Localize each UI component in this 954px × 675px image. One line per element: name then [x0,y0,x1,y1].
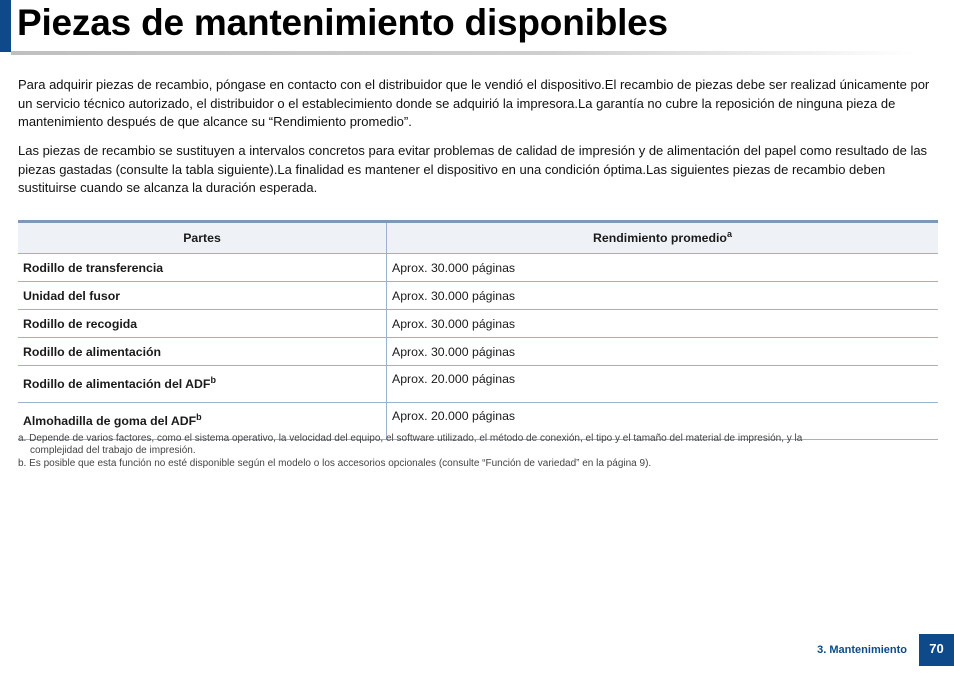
part-yield: Aprox. 20.000 páginas [387,403,939,440]
page-title: Piezas de mantenimiento disponibles [17,2,668,43]
footnote-a-line1: a. Depende de varios factores, como el sistema operativo, la velocidad del equipo, el software utilizado, el método de conexión, el tipo y el tamaño del material de impresión, y la [18,433,803,444]
part-footnote-mark: b [210,374,216,385]
table-row [18,310,938,338]
title-divider [11,51,916,55]
maintenance-parts-table [18,220,938,440]
part-footnote-mark: b [196,411,202,422]
table-row [18,282,938,310]
part-yield: Aprox. 20.000 páginas [387,366,939,403]
part-yield: Aprox. 30.000 páginas [387,254,939,282]
table-row [18,338,938,366]
table-row [18,366,938,403]
chapter-label: 3. Mantenimiento [817,644,907,656]
header-parts: Partes [18,222,387,254]
part-name: Rodillo de recogida [18,310,387,338]
part-name: Unidad del fusor [18,282,387,310]
header-yield-label: Rendimiento promedio [593,231,727,245]
part-name: Rodillo de alimentación del ADF [23,377,211,391]
footnote-a-line2: complejidad del trabajo de impresión. [30,444,196,456]
footnote-b: b. Es posible que esta función no esté disponible según el modelo o los accesorios opcionales (consulte “Función de variedad” en la página 9). [18,458,652,469]
table-row [18,254,938,282]
title-accent-bar [0,0,11,52]
part-name-cell [18,366,387,403]
part-yield: Aprox. 30.000 páginas [387,310,939,338]
footnote-a [18,433,918,456]
part-name: Almohadilla de goma del ADF [23,414,197,428]
part-yield: Aprox. 30.000 páginas [387,282,939,310]
intro-paragraph: Para adquirir piezas de recambio, póngase en contacto con el distribuidor que le vendió el dispositivo.El recambio de piezas debe ser realizad únicamente por un servicio técnico autorizado, el distribuidor o el establecimiento donde se adquirió la impresora.La garantía no cubre la reposición de ninguna pieza de mantenimiento después de que alcance su “Rendimiento promedio”. [18,77,930,130]
page-number: 70 [919,634,954,666]
replacement-paragraph: Las piezas de recambio se sustituyen a intervalos concretos para evitar problemas de calidad de impresión y de alimentación del papel como resultado de las piezas gastadas (consulte la tabla siguiente).La finalidad es mantener el dispositivo en una condición óptima.Las siguientes piezas de recambio deben sustituirse cuando se alcanza la duración esperada. [18,143,928,196]
header-yield-footnote-mark: a [726,228,732,239]
header-yield [387,222,939,254]
part-yield: Aprox. 30.000 páginas [387,338,939,366]
table-header-row [18,222,938,254]
part-name: Rodillo de alimentación [18,338,387,366]
part-name: Rodillo de transferencia [18,254,387,282]
